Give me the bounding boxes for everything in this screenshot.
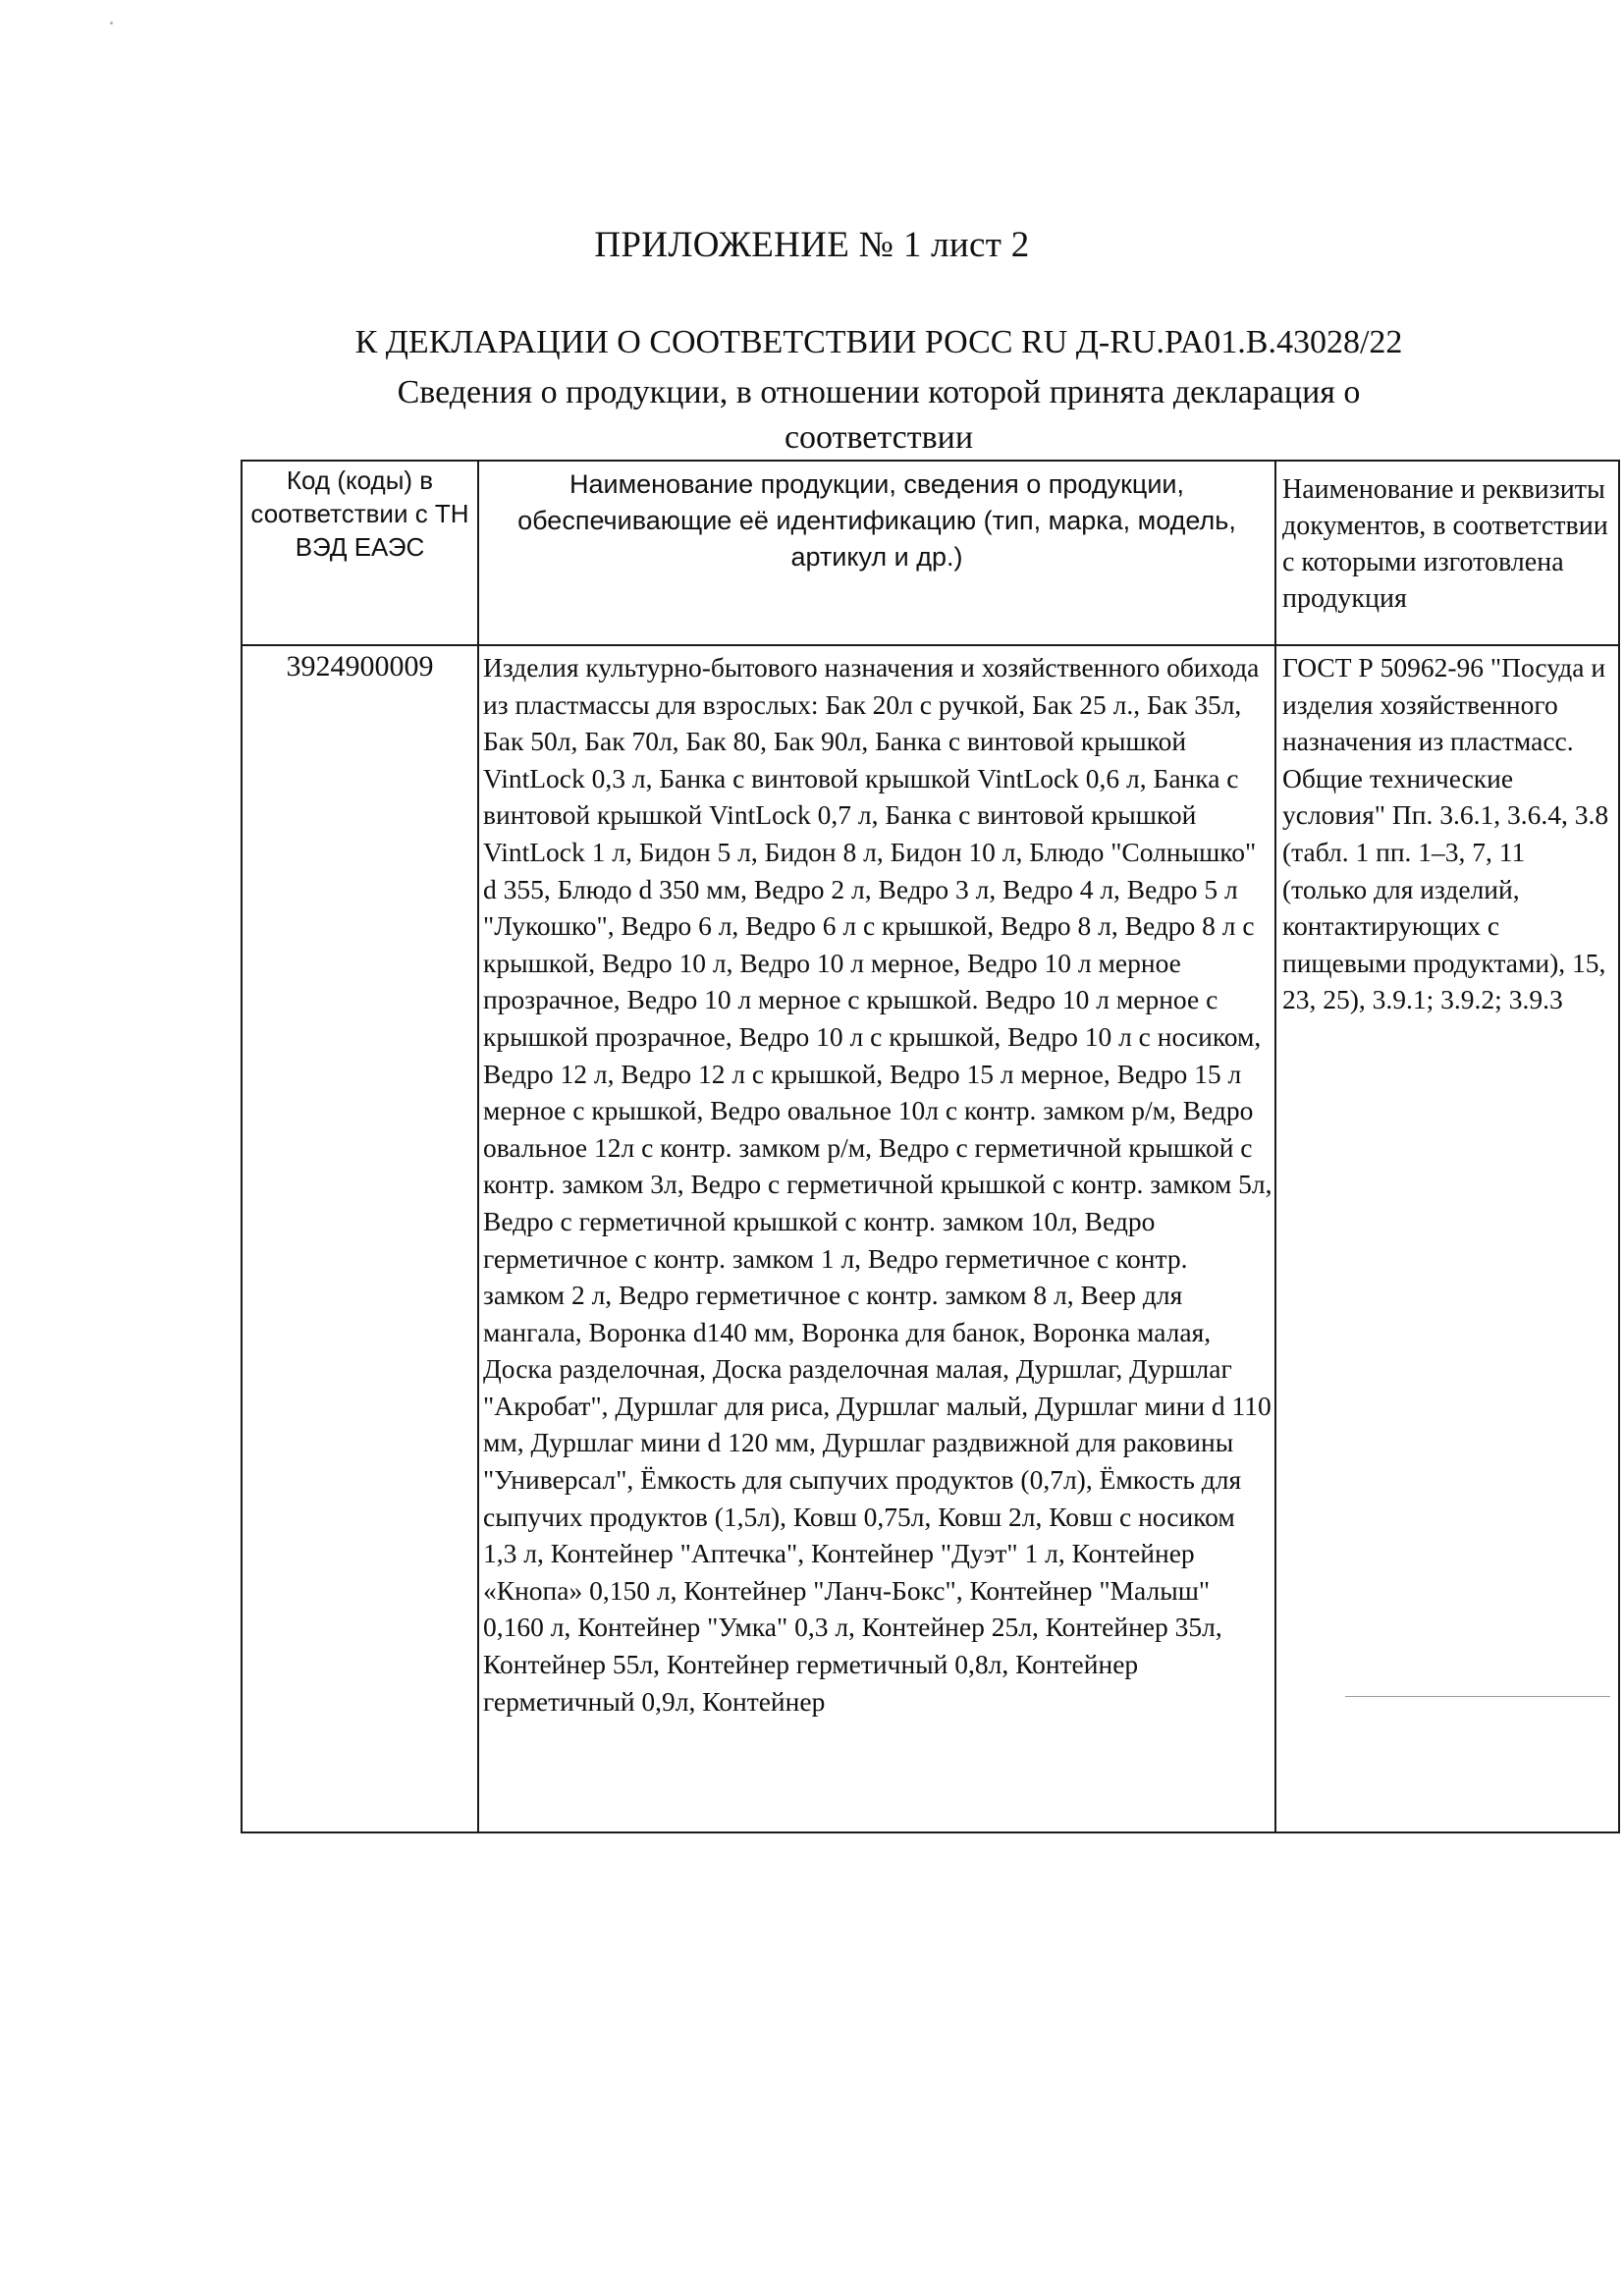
pen-stroke bbox=[1345, 1696, 1610, 1697]
products-info-line-2: соответствии bbox=[784, 419, 974, 456]
table-row bbox=[242, 645, 1619, 1832]
declaration-subtitle: К ДЕКЛАРАЦИИ О СООТВЕТСТВИИ РОСС RU Д-RU.PA01.B.43028/22 bbox=[354, 324, 1403, 360]
products-info-line-1: Сведения о продукции, в отношении которой принята декларация о bbox=[397, 374, 1361, 410]
header-documents: Наименование и реквизиты документов, в соответствии с которыми изготовлена продукция bbox=[1275, 461, 1619, 645]
hs-code-cell: 3924900009 bbox=[242, 645, 478, 1832]
products-table bbox=[241, 460, 1620, 1833]
scan-speck bbox=[110, 22, 113, 25]
header-hs-code: Код (коды) в соответствии с ТН ВЭД ЕАЭС bbox=[242, 461, 478, 645]
header-product-name: Наименование продукции, сведения о продукции, обеспечивающие её идентификацию (тип, марка, модель, артикул и др.) bbox=[478, 461, 1275, 645]
product-description-cell: Изделия культурно-бытового назначения и хозяйственного обихода из пластмассы для взрослых: Бак 20л с ручкой, Бак 25 л., Бак 35л, Бак 50л, Бак 70л, Бак 80, Бак 90л, Банка с винтовой крышкой VintLock 0,3 л, Банка с винтовой крышкой VintLock 0,6 л, Банка с винтовой крышкой VintLock 0,7 л, Банка с винтовой крышкой VintLock 1 л, Бидон 5 л, Бидон 8 л, Бидон 10 л, Блюдо "Солнышко" d 355, Блюдо d 350 мм, Ведро 2 л, Ведро 3 л, Ведро 4 л, Ведро 5 л "Лукошко", Ведро 6 л, Ведро 6 л с крышкой, Ведро 8 л, Ведро 8 л с крышкой, Ведро 10 л, Ведро 10 л мерное, Ведро 10 л мерное прозрачное, Ведро 10 л мерное с крышкой. Ведро 10 л мерное с крышкой прозрачное, Ведро 10 л с крышкой, Ведро 10 л с носиком, Ведро 12 л, Ведро 12 л с крышкой, Ведро 15 л мерное, Ведро 15 л мерное с крышкой, Ведро овальное 10л с контр. замком р/м, Ведро овальное 12л с контр. замком р/м, Ведро с герметичной крышкой с контр. замком 3л, Ведро с герметичной крышкой с контр. замком 5л, Ведро с герметичной крышкой с контр. замком 10л, Ведро герметичное с контр. замком 1 л, Ведро герметичное с контр. замком 2 л, Ведро герметичное с контр. замком 8 л, Веер для мангала, Воронка d140 мм, Воронка для банок, Воронка малая, Доска разделочная, Доска разделочная малая, Дуршлаг, Дуршлаг "Акробат", Дуршлаг для риса, Дуршлаг малый, Дуршлаг мини d 110 мм, Дуршлаг мини d 120 мм, Дуршлаг раздвижной для раковины "Универсал", Ёмкость для сыпучих продуктов (0,7л), Ёмкость для сыпучих продуктов (1,5л), Ковш 0,75л, Ковш 2л, Ковш с носиком 1,3 л, Контейнер "Аптечка", Контейнер "Дуэт" 1 л, Контейнер «Кнопа» 0,150 л, Контейнер "Ланч-Бокс", Контейнер "Малыш" 0,160 л, Контейнер "Умка" 0,3 л, Контейнер 25л, Контейнер 35л, Контейнер 55л, Контейнер герметичный 0,8л, Контейнер герметичный 0,9л, Контейнер bbox=[478, 645, 1275, 1832]
products-info-heading bbox=[0, 370, 1624, 461]
documents-cell: ГОСТ Р 50962-96 "Посуда и изделия хозяйственного назначения из пластмасс. Общие технические условия" Пп. 3.6.1, 3.6.4, 3.8 (табл. 1 пп. 1–3, 7, 11 (только для изделий, контактирующих с пищевыми продуктами), 15, 23, 25), 3.9.1; 3.9.2; 3.9.3 bbox=[1275, 645, 1619, 1832]
page-title: ПРИЛОЖЕНИЕ № 1 лист 2 bbox=[594, 225, 1030, 265]
table-header-row bbox=[242, 461, 1619, 645]
